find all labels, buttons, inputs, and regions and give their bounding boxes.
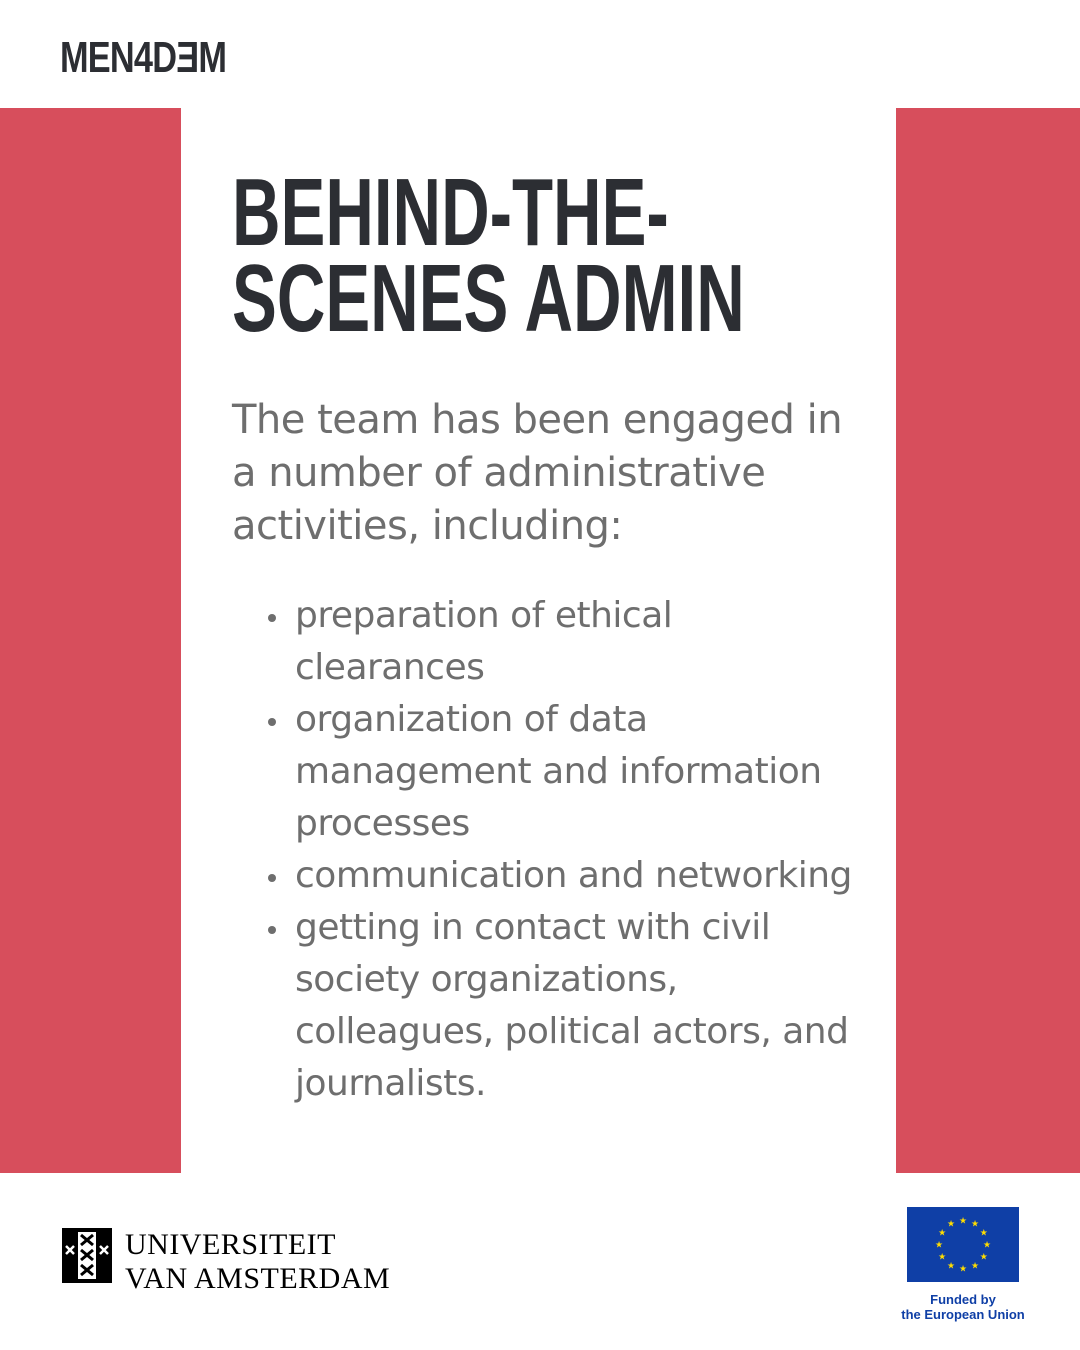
uva-crest-icon [62,1228,112,1283]
list-item-line: preparation of ethical [295,595,673,636]
activities-list [262,590,882,1110]
intro-line: a number of administrative [232,450,766,496]
list-item-line: society organizations, [295,959,678,1000]
list-item-line: organization of data [295,699,648,740]
eu-caption-line: the European Union [901,1307,1025,1322]
list-item [262,902,882,1110]
eu-star-icon: ★ [970,1261,980,1272]
accent-band-left [0,108,181,1173]
eu-star-icon: ★ [979,1228,988,1239]
list-item [262,694,882,850]
title-line: SCENES ADMIN [232,245,745,352]
intro-paragraph [232,394,852,553]
list-item-line: communication and networking [295,855,852,896]
title-line: BEHIND-THE- [232,159,669,266]
uva-logo [62,1228,390,1296]
list-item-line: getting in contact with civil [295,907,771,948]
list-item-line: colleagues, political actors, and [295,1011,849,1052]
page-title [232,159,862,352]
eu-star-icon: ★ [958,1264,968,1275]
eu-star-icon: ★ [934,1240,944,1251]
eu-star-icon: ★ [946,1261,956,1272]
eu-star-icon: ★ [958,1216,968,1227]
eu-star-icon: ★ [946,1219,956,1230]
eu-star-icon: ★ [938,1252,947,1263]
uva-line: VAN AMSTERDAM [125,1262,391,1295]
list-item-line: clearances [295,647,485,688]
uva-line: UNIVERSITEIT [125,1228,336,1261]
list-item-line: journalists. [295,1063,486,1104]
intro-line: The team has been engaged in [232,397,843,443]
list-item-line: management and information [295,751,822,792]
eu-funding-caption [885,1292,1041,1322]
eu-emblem [907,1207,1019,1282]
eu-caption-line: Funded by [930,1292,996,1307]
list-item-line: processes [295,803,470,844]
list-item [262,590,882,694]
eu-star-icon: ★ [970,1219,980,1230]
intro-line: activities, including: [232,503,623,549]
list-item [262,850,882,902]
eu-flag-icon [907,1207,1019,1282]
eu-star-icon: ★ [982,1240,992,1251]
accent-band-right [896,108,1080,1173]
uva-wordmark [125,1228,390,1296]
men4dem-logo: MEN4DƎM [60,33,227,82]
eu-star-icon: ★ [979,1252,988,1263]
eu-star-icon: ★ [938,1228,947,1239]
